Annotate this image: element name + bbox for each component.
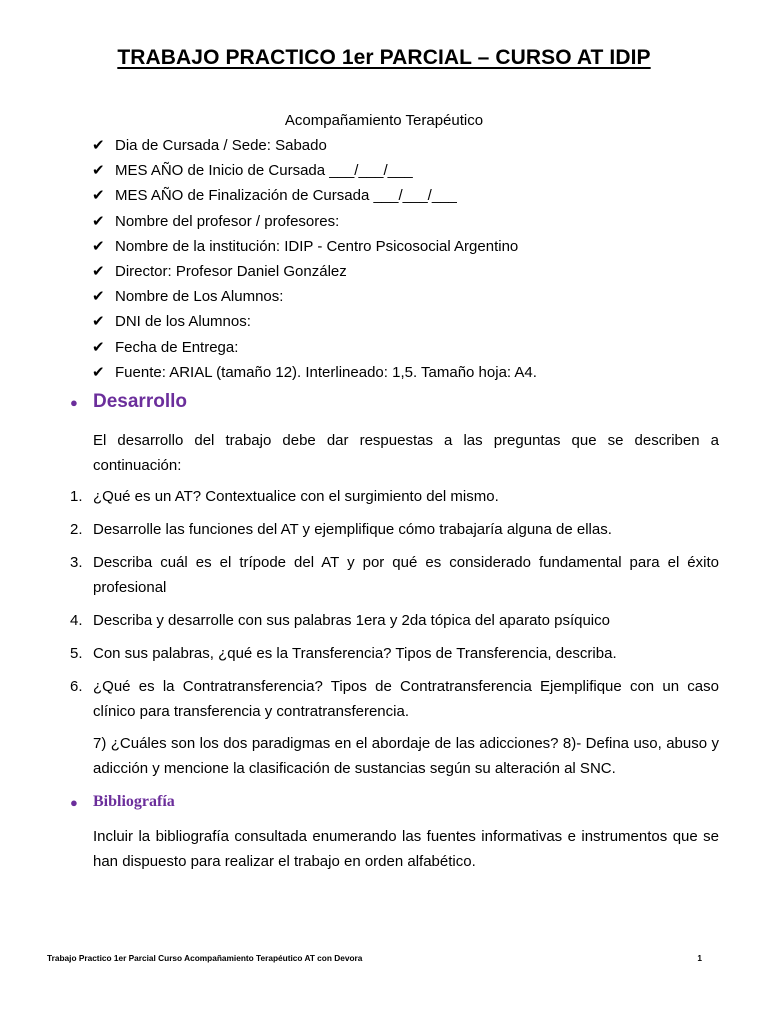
page-number: 1 (697, 953, 702, 963)
checkmark-icon: ✔ (92, 187, 105, 205)
checkmark-icon: ✔ (92, 313, 105, 331)
question-number: 2. (70, 521, 83, 538)
question-item (70, 550, 719, 600)
page-footer (47, 953, 702, 963)
checklist-item (92, 237, 537, 262)
section-heading-text: Bibliografía (93, 793, 175, 810)
question-text: Describa cuál es el trípode del AT y por qué es considerado fundamental para el éxito profesional (93, 554, 719, 596)
checklist-item (92, 312, 537, 337)
checklist-item-text: Dia de Cursada / Sede: Sabado (115, 137, 327, 154)
checkmark-icon: ✔ (92, 338, 105, 356)
section-heading-text: Desarrollo (93, 391, 187, 412)
checklist-item-text: Nombre de la institución: IDIP - Centro Psicosocial Argentino (115, 237, 519, 255)
checklist-item-text: Director: Profesor Daniel González (115, 262, 347, 280)
checklist-item (92, 186, 537, 211)
checkmark-icon: ✔ (92, 262, 105, 280)
checklist-item (92, 363, 537, 388)
question-number: 4. (70, 612, 83, 629)
checklist-item (92, 161, 537, 186)
bibliografia-text: Incluir la bibliografía consultada enumerando las fuentes informativas e instrumentos que se han dispuesto para realizar el trabajo en orden alfabético. (93, 828, 719, 870)
question-number: 6. (70, 678, 83, 695)
checklist-item-text: Fecha de Entrega: (115, 338, 239, 356)
checklist-item (92, 287, 537, 312)
question-item (70, 641, 719, 666)
checklist-item (92, 338, 537, 363)
question-text: ¿Qué es la Contratransferencia? Tipos de Contratransferencia Ejemplifique con un caso clínico para transferencia y contratransferencia. (93, 678, 719, 720)
question-number: 3. (70, 554, 83, 571)
question-number: 1. (70, 488, 83, 505)
section-heading-bibliografia (70, 793, 175, 811)
checklist-item-text: Nombre del profesor / profesores: (115, 212, 340, 230)
checklist-item-text: Fuente: ARIAL (tamaño 12). Interlineado: 1,5. Tamaño hoja: A4. (115, 363, 537, 381)
document-title: TRABAJO PRACTICO 1er PARCIAL – CURSO AT IDIP (117, 46, 651, 69)
bullet-icon: ● (70, 394, 78, 410)
question-item (70, 674, 719, 724)
checkmark-icon: ✔ (92, 288, 105, 306)
checklist-item (92, 136, 537, 161)
desarrollo-intro: El desarrollo del trabajo debe dar respuestas a las preguntas que se describen a continuación: (93, 432, 719, 474)
checkmark-icon: ✔ (92, 162, 105, 180)
document-subtitle: Acompañamiento Terapéutico (284, 112, 484, 129)
question-list (70, 484, 719, 732)
question-item (70, 484, 719, 509)
checklist-item-text: MES AÑO de Inicio de Cursada ___/___/___ (115, 162, 413, 180)
checklist-item-text: DNI de los Alumnos: (115, 313, 251, 331)
checkmark-icon: ✔ (92, 137, 105, 154)
question-text: Con sus palabras, ¿qué es la Transferencia? Tipos de Transferencia, describa. (93, 645, 617, 662)
question-text: Desarrolle las funciones del AT y ejemplifique cómo trabajaría alguna de ellas. (93, 521, 612, 538)
checkmark-icon: ✔ (92, 237, 105, 255)
checklist-item (92, 262, 537, 287)
question-text: ¿Qué es un AT? Contextualice con el surgimiento del mismo. (93, 488, 499, 505)
question-7-text: 7) ¿Cuáles son los dos paradigmas en el abordaje de las adicciones? 8)- Defina uso, abuso y adicción y mencione la clasificación de sustancias según su alteración al SNC. (93, 735, 719, 777)
section-heading-desarrollo (70, 391, 187, 413)
checklist-item-text: Nombre de Los Alumnos: (115, 288, 284, 306)
question-item (70, 517, 719, 542)
checkmark-icon: ✔ (92, 212, 105, 230)
question-text: Describa y desarrolle con sus palabras 1era y 2da tópica del aparato psíquico (93, 612, 610, 629)
checklist-item-text: MES AÑO de Finalización de Cursada ___/___/___ (115, 187, 457, 205)
info-checklist (92, 136, 537, 388)
bullet-icon: ● (70, 794, 78, 810)
question-item (70, 608, 719, 633)
checklist-item (92, 212, 537, 237)
question-number: 5. (70, 645, 83, 662)
footer-text: Trabajo Practico 1er Parcial Curso Acompañamiento Terapéutico AT con Devora (47, 953, 363, 963)
checkmark-icon: ✔ (92, 363, 105, 381)
